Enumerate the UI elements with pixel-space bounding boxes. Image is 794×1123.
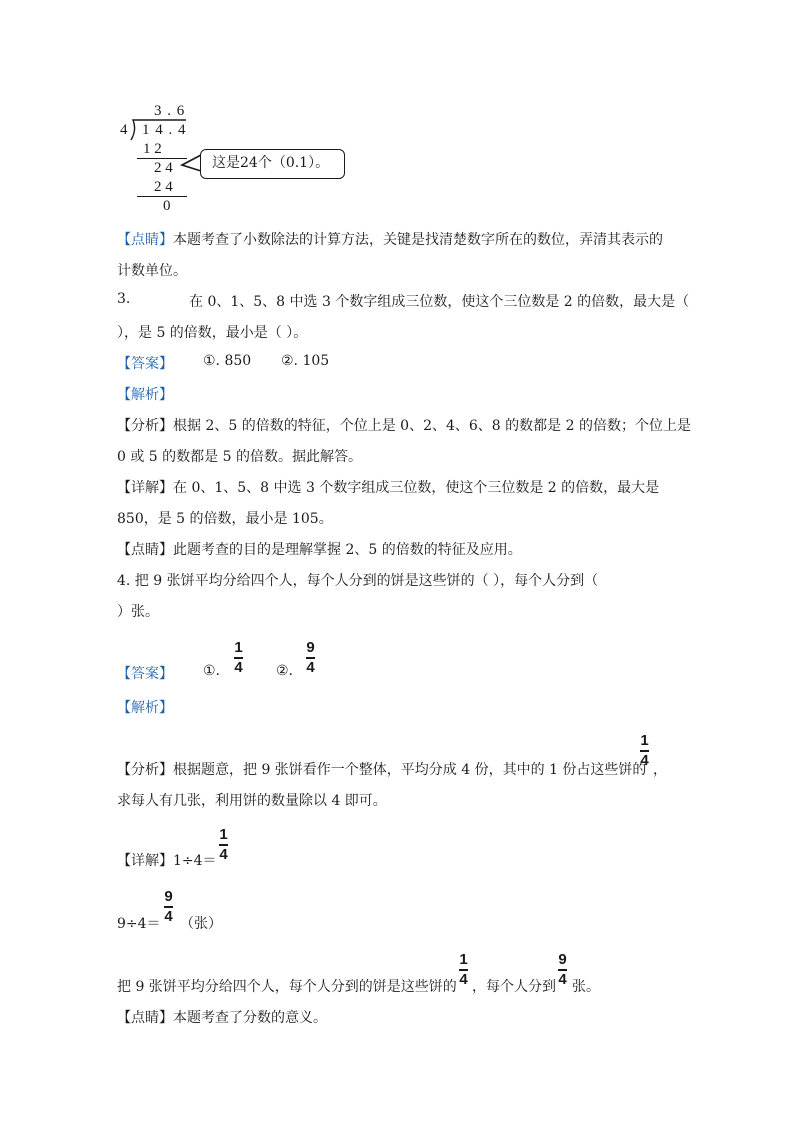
answer-tag: 【答案】 <box>117 666 173 682</box>
fraction-numerator: 9 <box>164 888 173 905</box>
fraction-numerator: 1 <box>219 826 228 843</box>
q4-answer-1-fraction <box>234 640 243 676</box>
q4-fenxi-line-1 <box>117 759 646 779</box>
q3-xiangjie-line-2: 850，是 5 的倍数，最小是 105。 <box>117 511 333 527</box>
q4-summary-middle: ，每个人分到 <box>472 979 556 995</box>
q3-answer-1: ①. 850 <box>203 353 252 369</box>
q3-fenxi-line-2: 0 或 5 的数都是 5 的倍数。据此解答。 <box>117 449 362 465</box>
q3-answer-line <box>117 353 330 373</box>
q4-xiangjie-eq-2: 9÷4＝ <box>117 916 161 932</box>
dianjing-tag: 【点睛】 <box>117 232 173 248</box>
dianjing-text: 此题考查的目的是理解掌握 2、5 的倍数的特征及应用。 <box>173 542 522 558</box>
fraction-denominator: 4 <box>306 658 315 676</box>
q4-summary-end: 张。 <box>572 979 600 995</box>
dianjing-text: 本题考查了分数的意义。 <box>173 1010 327 1026</box>
fenxi-tag: 【分析】 <box>117 762 173 778</box>
division-rule-2 <box>137 196 187 197</box>
q3-xiangjie-line-1 <box>117 477 659 497</box>
q4-answer-2-fraction <box>306 640 315 676</box>
fraction-numerator: 1 <box>234 639 243 656</box>
q4-answer-1-label: ①. <box>203 663 221 679</box>
q4-jiexi-tag: 【解析】 <box>117 700 173 716</box>
q3-answer-2: ②. 105 <box>281 353 330 369</box>
equation-text: 1÷4＝ <box>173 853 217 869</box>
dianjing-tag: 【点睛】 <box>117 542 173 558</box>
fenxi-tag: 【分析】 <box>117 418 173 434</box>
q3-dianjing-line <box>117 539 522 559</box>
division-row-1: 1 2 <box>143 141 162 157</box>
q2-dianjing-line-2: 计数单位。 <box>117 263 187 279</box>
q3-question-line-1 <box>117 291 690 310</box>
fraction-denominator: 4 <box>164 907 173 925</box>
fraction-denominator: 4 <box>558 970 567 988</box>
fraction-denominator: 4 <box>219 845 228 863</box>
q4-fenxi-line-2: 求每人有几张，利用饼的数量除以 4 即可。 <box>117 793 387 809</box>
division-remainder: 0 <box>163 198 171 214</box>
q4-summary-fraction-2 <box>558 952 567 988</box>
xiangjie-text: 在 0、1、5、8 中选 3 个数字组成三位数，使这个三位数是 2 的倍数，最大是 <box>173 480 660 496</box>
division-dividend: 1 4 . 4 <box>142 122 187 138</box>
q4-eq-2-fraction <box>164 889 173 925</box>
q3-question-text: 在 0、1、5、8 中选 3 个数字组成三位数，使这个三位数是 2 的倍数，最大是（ <box>189 294 690 310</box>
q4-question-line-2: ）张。 <box>117 604 159 620</box>
fraction-denominator: 4 <box>640 751 649 769</box>
fraction-denominator: 4 <box>234 658 243 676</box>
division-row-3: 2 4 <box>154 179 173 195</box>
fraction-numerator: 9 <box>306 639 315 656</box>
q4-summary-line: 把 9 张饼平均分给四个人，每个人分到的饼是这些饼的 <box>117 979 457 995</box>
fenxi-text: 根据题意，把 9 张饼看作一个整体，平均分成 4 份，其中的 1 份占这些饼的 <box>173 762 647 778</box>
xiangjie-tag: 【详解】 <box>117 853 173 869</box>
q3-question-line-2: ），是 5 的倍数，最小是（ ）。 <box>117 325 308 341</box>
division-quotient: 3 . 6 <box>154 103 186 119</box>
dianjing-tag: 【点睛】 <box>117 1010 173 1026</box>
fraction-denominator: 4 <box>459 970 468 988</box>
q3-fenxi-line-1 <box>117 415 691 435</box>
fraction-numerator: 1 <box>459 951 468 968</box>
q4-eq-1-fraction <box>219 827 228 863</box>
answer-tag: 【答案】 <box>117 356 173 372</box>
q3-number: 3. <box>117 291 131 307</box>
dianjing-text: 本题考查了小数除法的计算方法，关键是找清楚数字所在的数位，弄清其表示的 <box>173 232 663 248</box>
fraction-numerator: 9 <box>558 951 567 968</box>
q4-question-line-1: 4. 把 9 张饼平均分给四个人，每个人分到的饼是这些饼的（ ），每个人分到（ <box>117 573 599 589</box>
division-row-2: 2 4 <box>154 160 173 176</box>
fenxi-text: 根据 2、5 的倍数的特征，个位上是 0、2、4、6、8 的数都是 2 的倍数；个位上是 <box>173 418 691 434</box>
xiangjie-tag: 【详解】 <box>117 480 173 496</box>
callout-box: 这是24个（0.1）。 <box>200 149 345 179</box>
q4-eq-2-unit: （张） <box>180 916 222 932</box>
division-divisor: 4 <box>120 122 128 138</box>
q4-fenxi-fraction <box>640 733 649 769</box>
q4-dianjing-line <box>117 1007 327 1027</box>
q3-jiexi-tag: 【解析】 <box>117 387 173 403</box>
q2-dianjing-line-1 <box>117 229 663 249</box>
q4-summary-fraction-1 <box>459 952 468 988</box>
q4-xiangjie-eq-1 <box>117 850 217 870</box>
fraction-numerator: 1 <box>640 732 649 749</box>
q4-fenxi-comma: ， <box>653 762 667 778</box>
q4-answer-2-label: ②. <box>276 663 294 679</box>
